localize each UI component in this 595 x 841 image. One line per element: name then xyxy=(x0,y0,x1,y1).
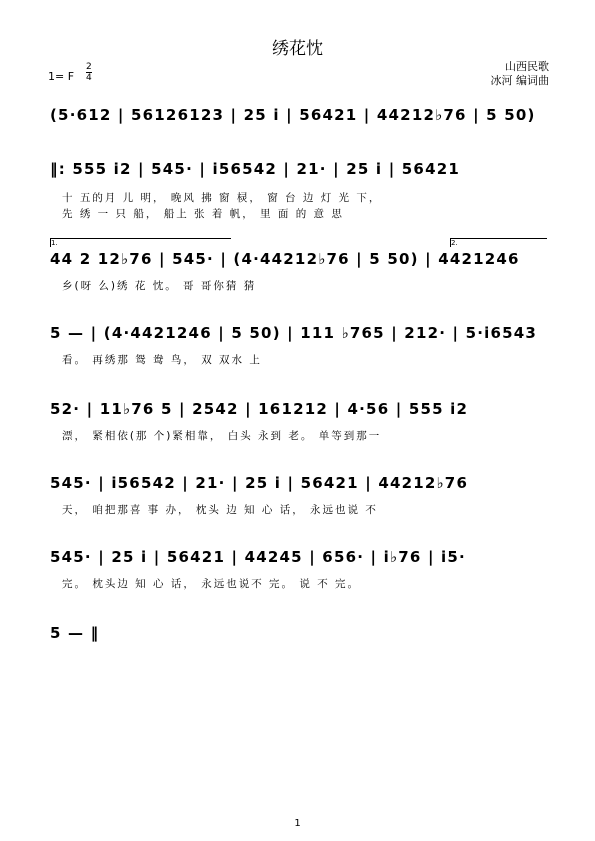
lyrics-line-2a: 十 五的月 儿 明， 晚风 拂 窗 棂， 窗 台 边 灯 光 下， xyxy=(62,192,382,204)
notation-line-4: 5 — | (4·4421246 | 5 50) | 111 ♭765 | 212· | 5·i6543 xyxy=(50,324,538,342)
volta-1: 1. xyxy=(50,238,231,247)
song-source: 山西民歌 xyxy=(505,60,549,73)
notation-line-1: (5·612 | 56126123 | 25 i | 56421 | 44212♭76 | 5 50) xyxy=(50,106,536,124)
meter-top: 2 xyxy=(86,62,92,72)
arranger-credit: 冰河 编词曲 xyxy=(490,74,549,87)
time-signature xyxy=(86,62,92,83)
lyrics-line-6: 天， 咱把那喜 事 办， 枕头 边 知 心 话， 永远也说 不 xyxy=(62,504,378,516)
meter-bottom: 4 xyxy=(86,73,92,83)
lyrics-line-5: 漂， 紧相依(那 个)紧相靠， 白头 永到 老。 单等到那一 xyxy=(62,430,382,442)
notation-line-6: 545· | i56542 | 21· | 25 i | 56421 | 44212♭76 xyxy=(50,474,469,492)
notation-line-2: ‖: 555 i2 | 545· | i56542 | 21· | 25 i | 56421 xyxy=(50,160,460,178)
notation-line-7: 545· | 25 i | 56421 | 44245 | 656· | i♭76 | i5· xyxy=(50,548,466,566)
key-signature: 1= F xyxy=(48,70,75,83)
notation-line-5: 52· | 11♭76 5 | 2542 | 161212 | 4·56 | 555 i2 xyxy=(50,400,469,418)
lyrics-line-3: 乡(呀 么)绣 花 忱。 哥 哥你猜 猜 xyxy=(62,280,257,292)
notation-line-8: 5 — ‖ xyxy=(50,624,100,642)
page-number: 1 xyxy=(294,818,301,829)
lyrics-line-4: 看。 再绣那 鸳 鸯 鸟， 双 双水 上 xyxy=(62,354,262,366)
song-title: 绣花忱 xyxy=(272,39,323,59)
volta-2: 2. xyxy=(450,238,547,247)
lyrics-line-2b: 先 绣 一 只 船， 船上 张 着 帆， 里 面 的 意 思 xyxy=(62,208,344,220)
notation-line-3: 44 2 12♭76 | 545· | (4·44212♭76 | 5 50) | 4421246 xyxy=(50,250,520,268)
lyrics-line-7: 完。 枕头边 知 心 话， 永远也说不 完。 说 不 完。 xyxy=(62,578,361,590)
